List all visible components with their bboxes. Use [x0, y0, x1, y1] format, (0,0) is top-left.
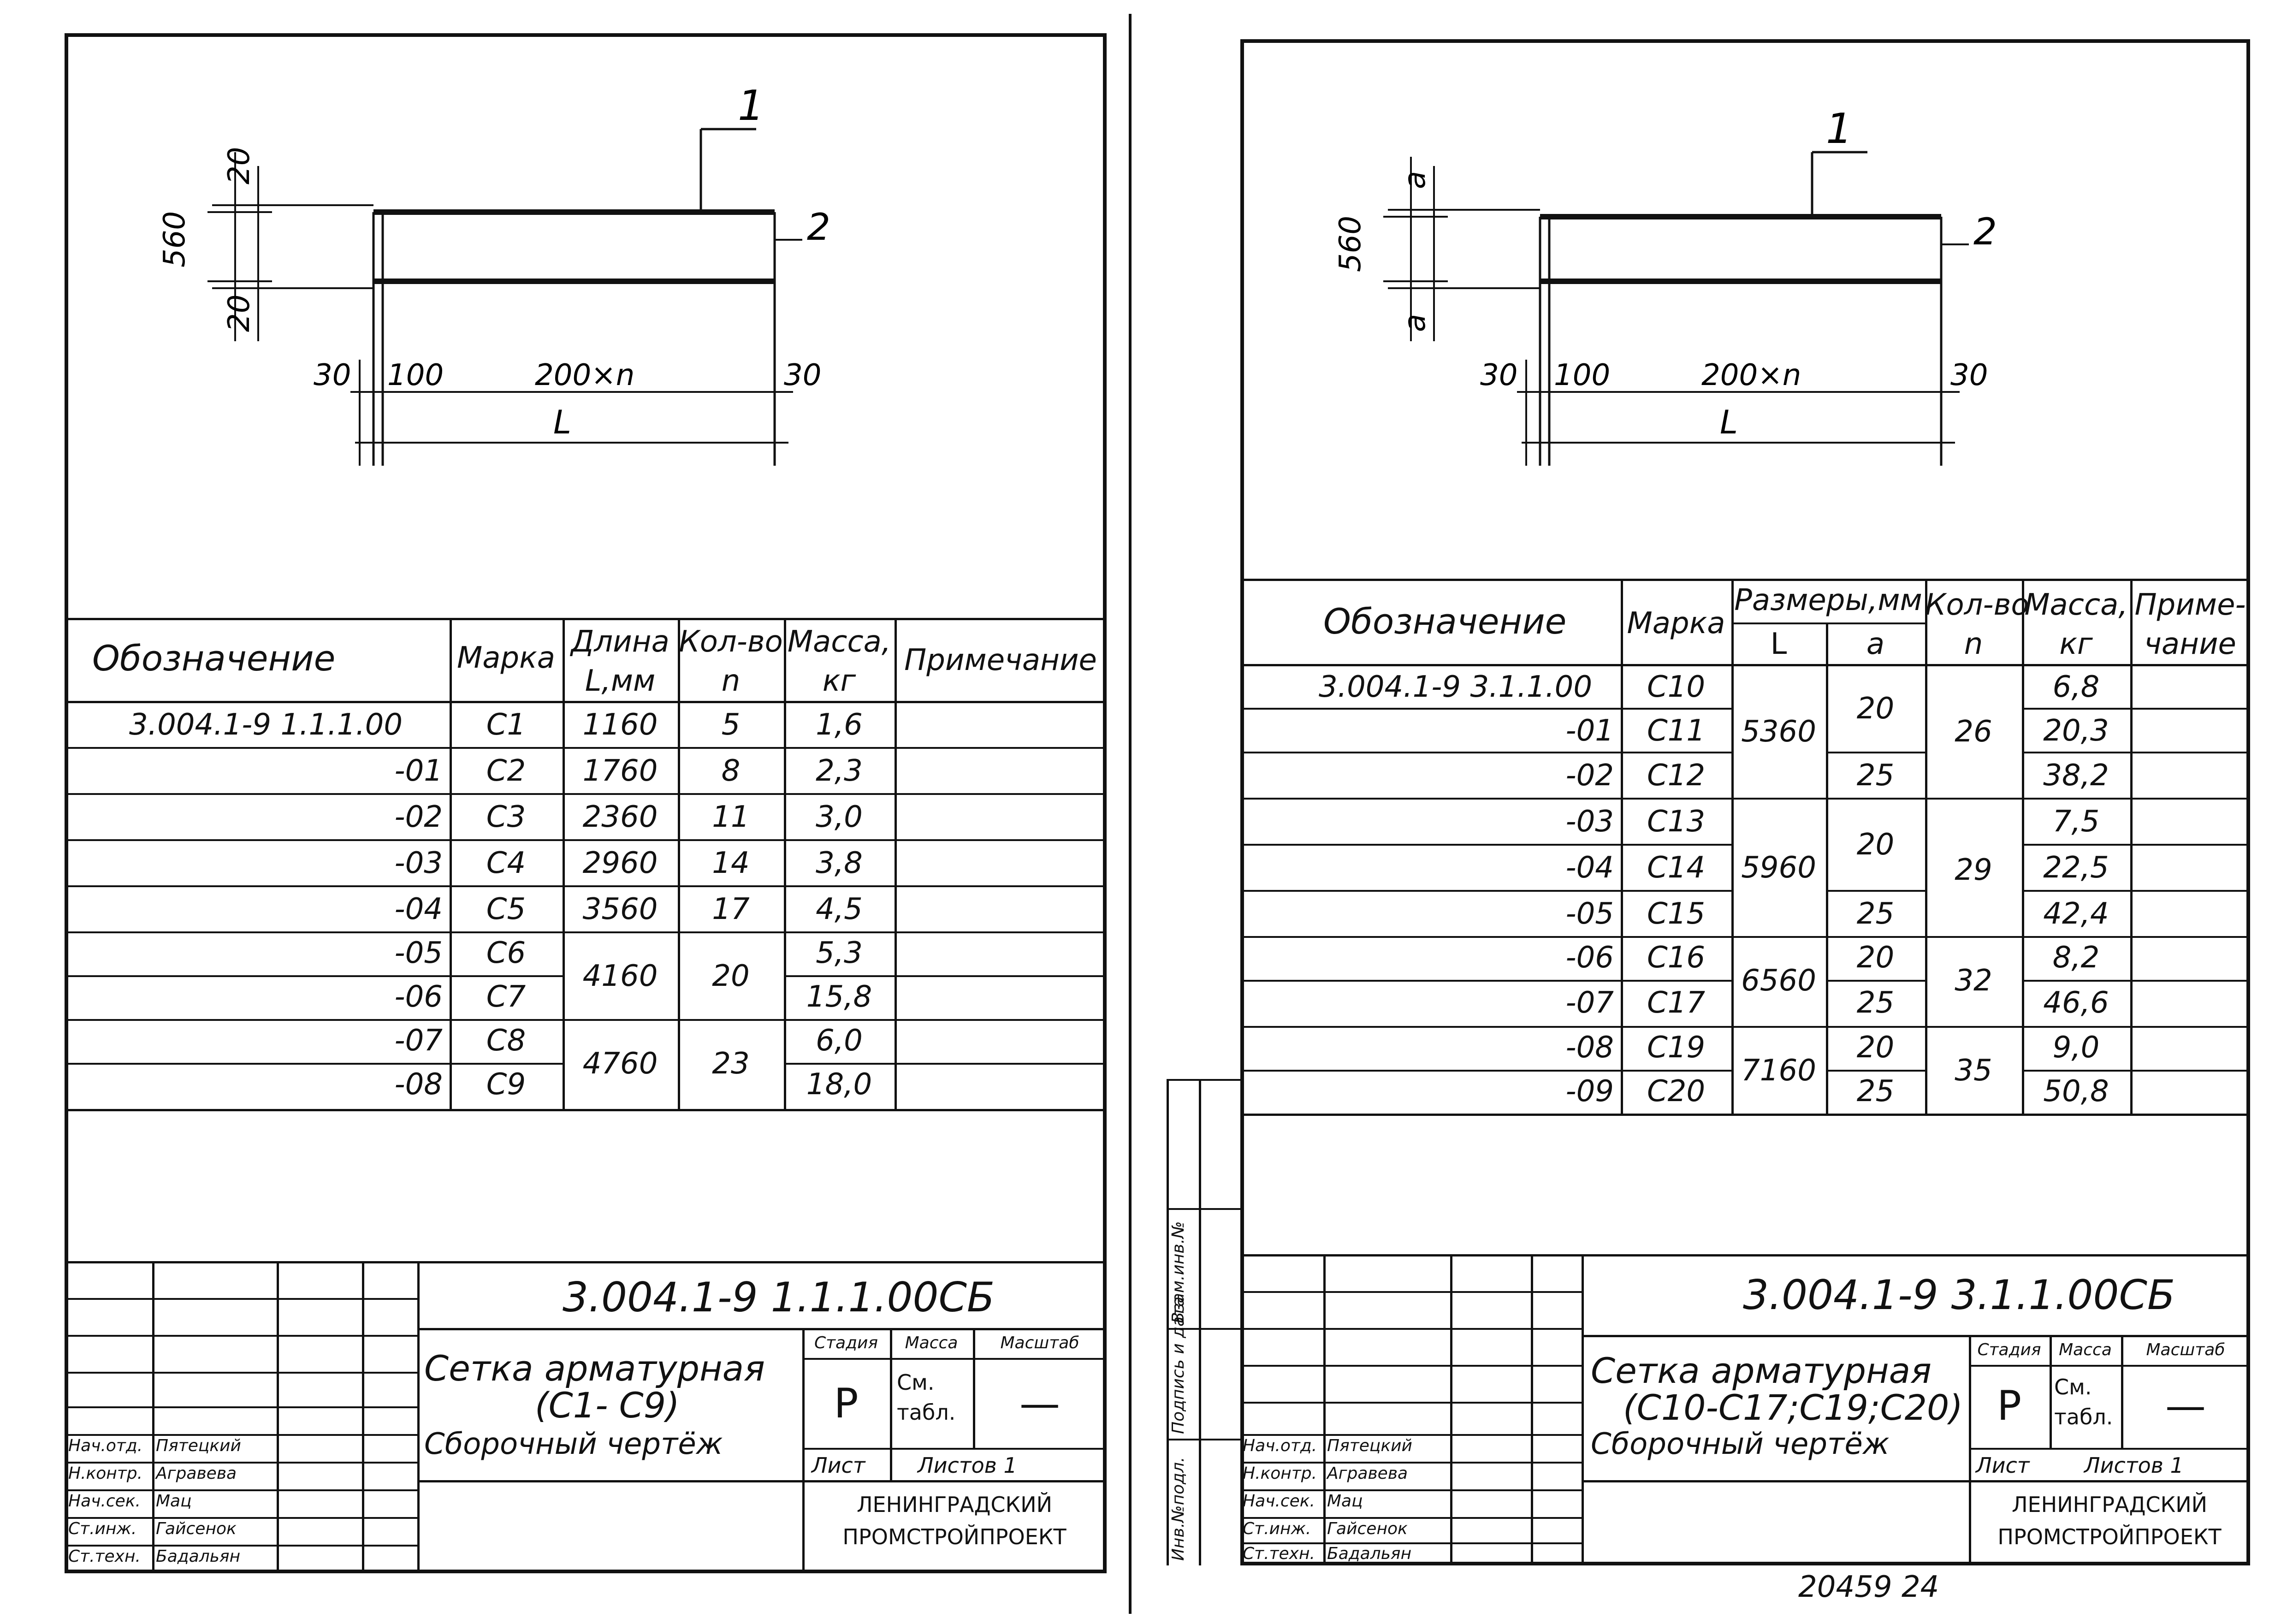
left-stamp-name: Пятецкий: [156, 1436, 241, 1455]
left-stamp-scale-header: Масштаб: [1000, 1334, 1079, 1352]
right-stamp-name: Агравева: [1327, 1464, 1408, 1483]
left-stamp-scale: —: [1019, 1380, 1060, 1427]
right-L-group: 7160: [1741, 1054, 1816, 1088]
right-stamp-subtitle: Сборочный чертёж: [1591, 1427, 1890, 1461]
right-a-value: 25: [1856, 897, 1895, 931]
right-stamp-sheet: Лист: [1976, 1453, 2030, 1478]
left-merged-length-2: 4760: [582, 1047, 658, 1081]
right-a-value: 25: [1856, 1074, 1895, 1108]
left-stamp-code: 3.004.1-9 1.1.1.00СБ: [563, 1274, 995, 1321]
right-dim-pitch: 200×n: [1701, 358, 1801, 392]
left-callout-2: 2: [807, 206, 830, 249]
left-stamp-role: Ст.техн.: [68, 1547, 141, 1566]
right-stamp-mass-2: табл.: [2054, 1405, 2113, 1429]
right-header-qty-n: n: [1964, 627, 1983, 661]
right-stamp-name: Бадальян: [1327, 1544, 1412, 1563]
right-stamp-stage: Р: [1997, 1382, 2022, 1429]
right-header-a: a: [1866, 627, 1885, 661]
right-dim-30-right: 30: [1950, 358, 1988, 392]
left-stamp-name: Бадальян: [156, 1547, 241, 1566]
left-stamp-range: (С1- С9): [535, 1385, 680, 1426]
left-stamp-stage: Р: [834, 1380, 859, 1427]
right-dim-30-left: 30: [1480, 358, 1518, 392]
left-stamp-subtitle: Сборочный чертёж: [424, 1427, 723, 1461]
right-header-mass-unit: кг: [2059, 627, 2093, 661]
left-dim-30-right: 30: [784, 358, 822, 392]
right-header-designation: Обозначение: [1323, 601, 1567, 642]
right-callout-2: 2: [1973, 210, 1997, 253]
left-stamp-org-2: ПРОМСТРОЙПРОЕКТ: [842, 1524, 1067, 1549]
right-header-note: Приме-: [2134, 588, 2246, 622]
right-stamp-role: Ст.инж.: [1243, 1519, 1311, 1538]
right-a-value: 25: [1856, 986, 1895, 1020]
right-stamp-sheets: Листов 1: [2084, 1453, 2184, 1478]
left-stamp-role: Нач.сек.: [68, 1492, 141, 1511]
right-dim-height: 560: [1333, 215, 1368, 272]
right-mesh-drawing: [1314, 83, 2052, 498]
right-stamp-role: Ст.техн.: [1243, 1544, 1315, 1563]
right-stamp-name: Пятецкий: [1327, 1436, 1412, 1455]
left-dim-top: 20: [222, 147, 256, 184]
right-stamp-role: Н.контр.: [1243, 1464, 1317, 1483]
right-stamp-code: 3.004.1-9 3.1.1.00СБ: [1743, 1271, 2175, 1319]
right-stamp-org-2: ПРОМСТРОЙПРОЕКТ: [1997, 1524, 2222, 1549]
left-stamp-role: Нач.отд.: [68, 1436, 143, 1455]
right-stamp-name: Гайсенок: [1327, 1519, 1408, 1538]
left-dim-bottom: 20: [222, 294, 256, 332]
left-header-mark: Марка: [457, 641, 555, 675]
left-dim-pitch: 200×n: [535, 358, 635, 392]
right-dim-total: L: [1720, 403, 1738, 441]
left-stamp-title: Сетка арматурная: [424, 1348, 765, 1389]
left-stamp-stage-header: Стадия: [814, 1334, 878, 1352]
left-merged-qty-2: 23: [712, 1047, 750, 1081]
right-a-value: 20: [1856, 692, 1895, 726]
left-stamp-role: Ст.инж.: [68, 1519, 137, 1538]
right-a-value: 20: [1856, 1031, 1895, 1065]
left-header-qty: Кол-во: [679, 625, 783, 659]
right-side-label: Инв.№подл.: [1169, 1457, 1188, 1561]
right-header-mark: Марка: [1627, 606, 1725, 640]
left-dim-height: 560: [158, 211, 192, 267]
right-header-sizes: Размеры,мм: [1734, 583, 1922, 617]
left-stamp-mass-1: См.: [897, 1370, 935, 1395]
right-header-qty: Кол-во: [1925, 588, 2029, 622]
right-stamp-scale: —: [2165, 1382, 2206, 1429]
right-a-value: 20: [1856, 828, 1895, 862]
left-merged-length-1: 4160: [582, 959, 658, 993]
right-n-group: 32: [1955, 964, 1992, 998]
left-stamp-mass-2: табл.: [897, 1400, 956, 1425]
right-stamp-mass-header: Масса: [2059, 1340, 2112, 1359]
right-header-L: L: [1770, 627, 1787, 661]
right-header-mass: Масса,: [2024, 588, 2128, 622]
right-stamp-name: Мац: [1327, 1492, 1363, 1511]
left-stamp-name: Мац: [156, 1492, 192, 1511]
left-merged-qty-1: 20: [712, 959, 750, 993]
right-side-label: Взам.инв.№: [1169, 1221, 1188, 1323]
left-header-length: Длина: [571, 625, 670, 659]
right-footer-number: 20459 24: [1798, 1570, 1939, 1604]
left-dim-total: L: [553, 403, 571, 441]
right-n-group: 35: [1955, 1054, 1992, 1088]
right-stamp-stage-header: Стадия: [1977, 1340, 2041, 1359]
right-header-note-2: чание: [2144, 627, 2236, 661]
left-stamp-role: Н.контр.: [68, 1464, 143, 1483]
right-dim-top: a: [1398, 171, 1432, 189]
left-header-mass: Масса,: [787, 625, 891, 659]
left-stamp-name: Гайсенок: [156, 1519, 237, 1538]
left-stamp-org-1: ЛЕНИНГРАДСКИЙ: [856, 1492, 1053, 1517]
right-side-label: Подпись и дата: [1169, 1296, 1188, 1434]
right-a-value: 20: [1856, 941, 1895, 975]
right-callout-1: 1: [1826, 105, 1853, 153]
right-stamp-org-1: ЛЕНИНГРАДСКИЙ: [2011, 1492, 2208, 1517]
left-header-designation: Обозначение: [92, 638, 336, 679]
left-dim-100: 100: [387, 358, 444, 392]
right-stamp-range: (С10-С17;С19;С20): [1623, 1387, 1963, 1428]
right-L-group: 5960: [1741, 851, 1816, 885]
right-L-group: 5360: [1741, 715, 1816, 749]
left-dim-30-left: 30: [314, 358, 351, 392]
right-dim-bottom: a: [1398, 314, 1432, 332]
left-callout-1: 1: [738, 83, 764, 130]
left-header-length-unit: L,мм: [585, 664, 656, 698]
right-stamp-title: Сетка арматурная: [1591, 1350, 1932, 1391]
left-stamp-sheets: Листов 1: [918, 1453, 1017, 1478]
left-header-mass-unit: кг: [822, 664, 856, 698]
right-stamp-mass-1: См.: [2054, 1375, 2092, 1399]
right-n-group: 29: [1955, 853, 1992, 887]
right-stamp-role: Нач.отд.: [1243, 1436, 1317, 1455]
left-stamp-mass-header: Масса: [905, 1334, 958, 1352]
right-stamp-role: Нач.сек.: [1243, 1492, 1315, 1511]
left-stamp-name: Агравева: [156, 1464, 237, 1483]
right-n-group: 26: [1955, 715, 1992, 749]
right-dim-100: 100: [1554, 358, 1611, 392]
left-mesh-drawing: [138, 83, 876, 498]
left-header-note: Примечание: [904, 643, 1097, 677]
right-a-value: 25: [1856, 759, 1895, 793]
right-stamp-scale-header: Масштаб: [2146, 1340, 2225, 1359]
left-header-qty-n: n: [721, 664, 741, 698]
right-L-group: 6560: [1741, 964, 1816, 998]
left-stamp-sheet: Лист: [812, 1453, 865, 1478]
